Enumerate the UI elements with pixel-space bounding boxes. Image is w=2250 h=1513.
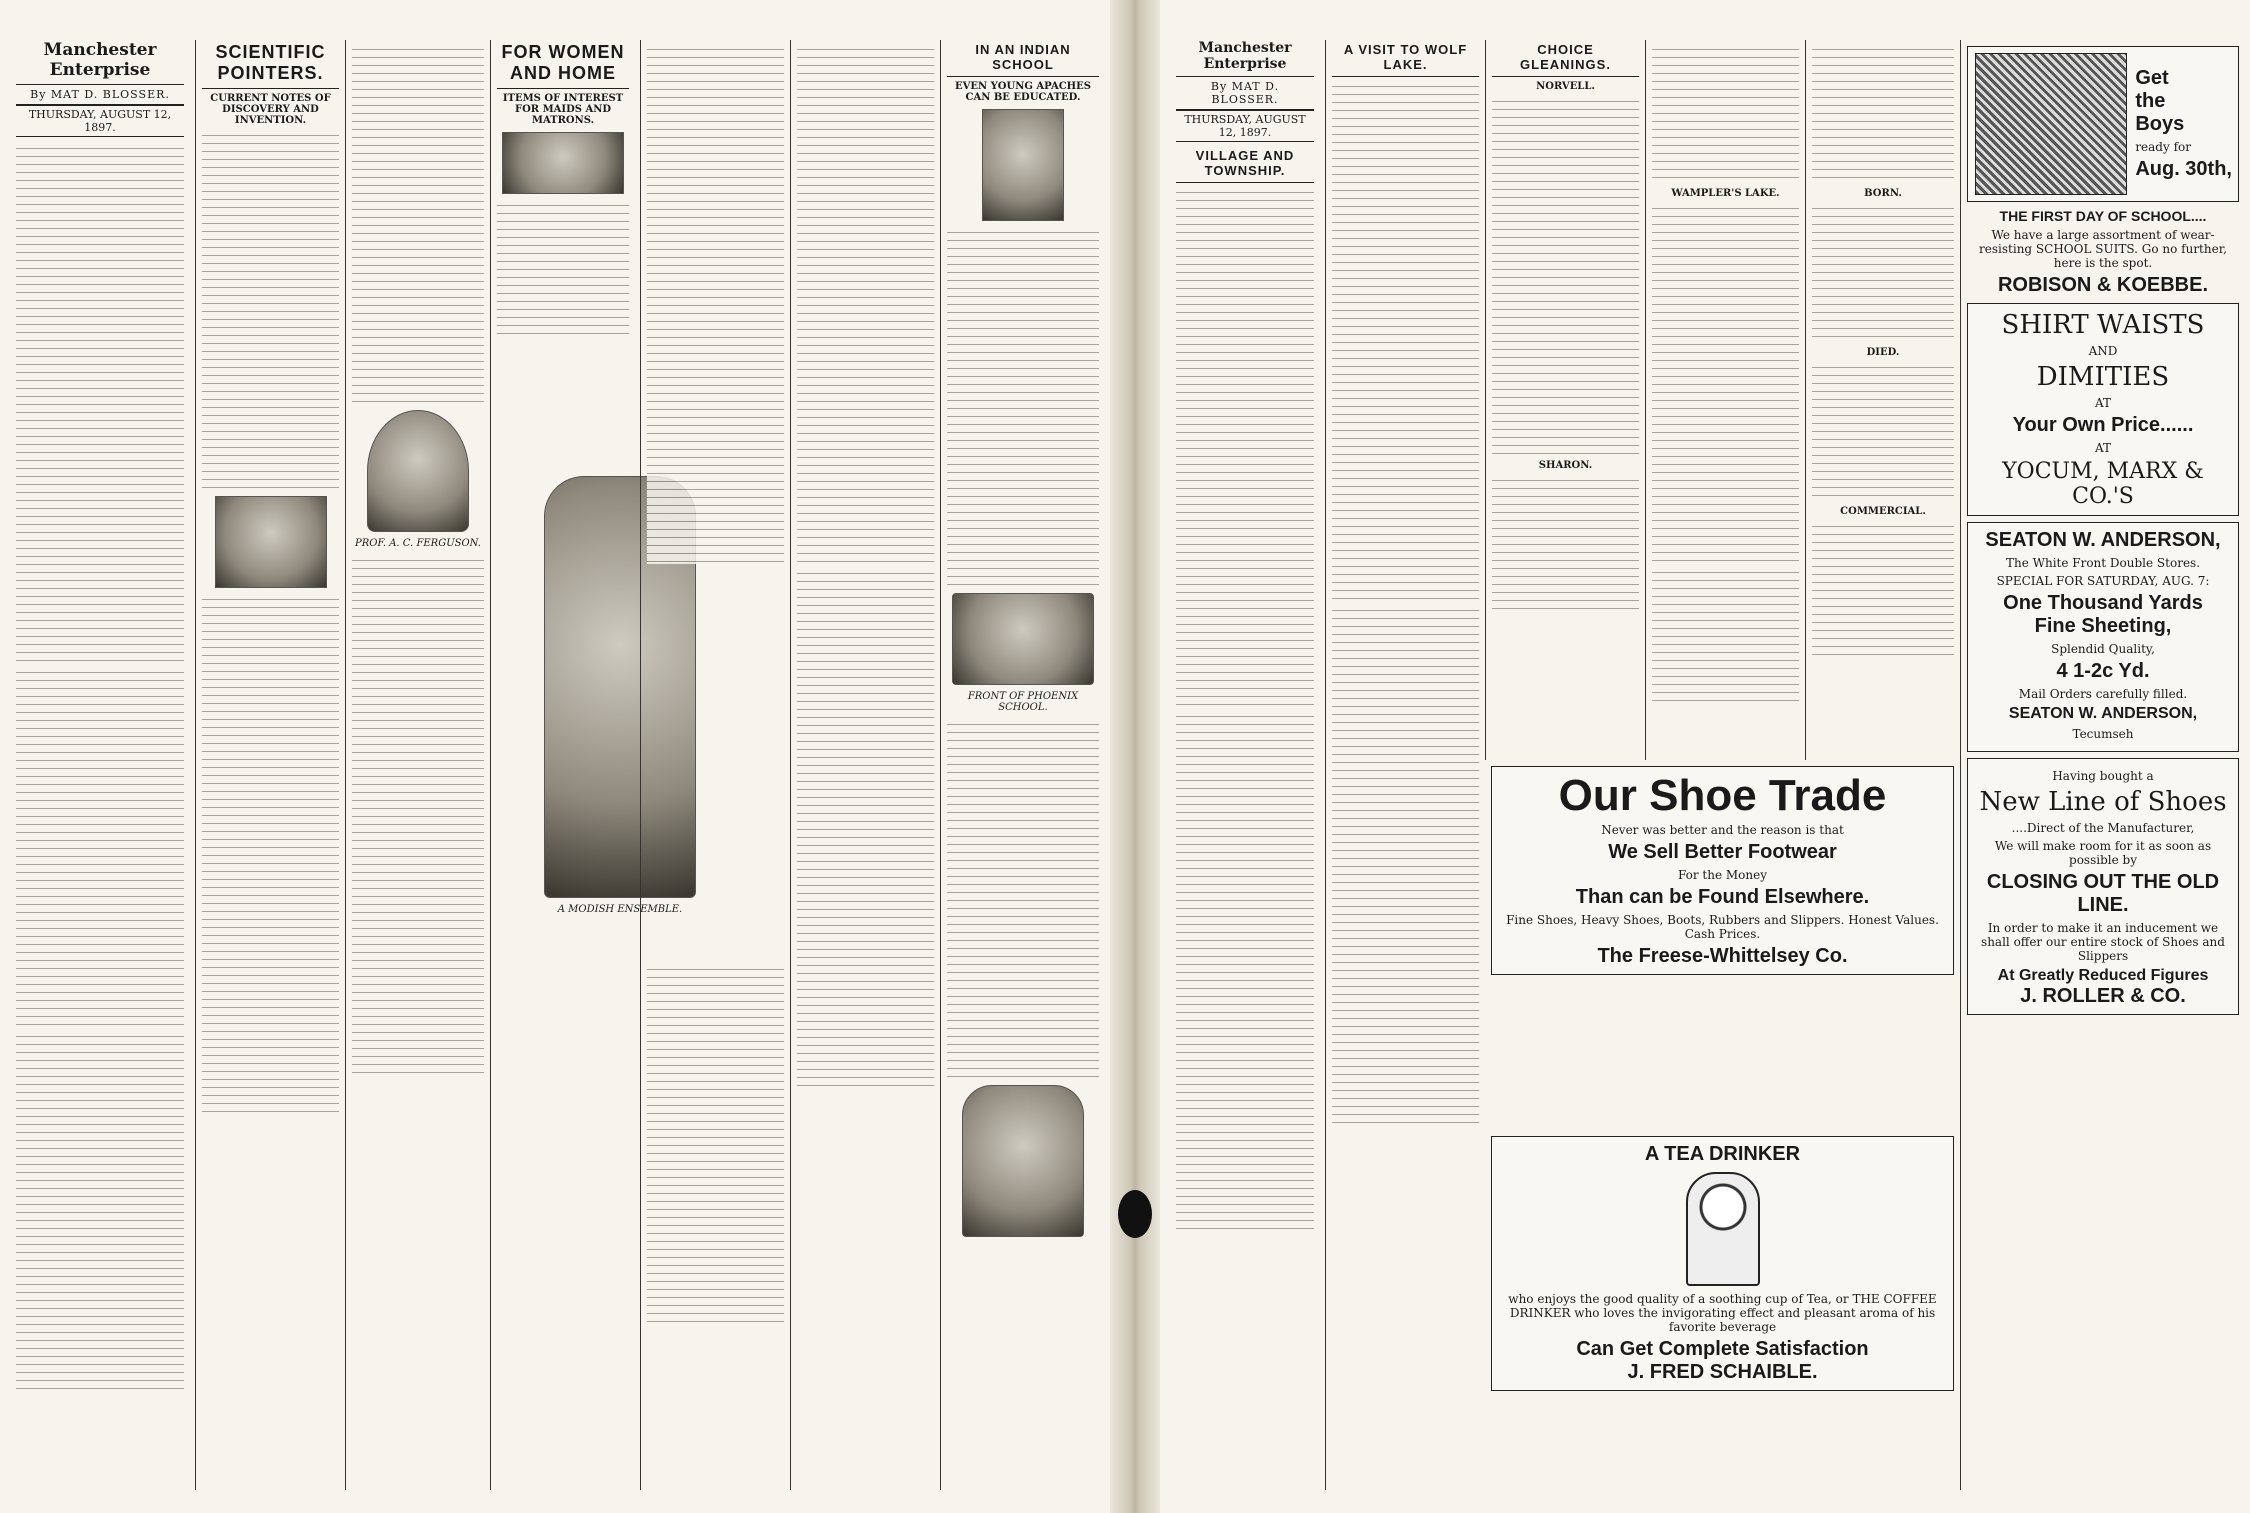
section-headline: A VISIT TO WOLF LAKE. [1332,42,1479,77]
ad-reduced: At Greatly Reduced Figures [1997,967,2209,984]
article-text [16,1031,184,1391]
ad-line: AND [2088,344,2118,358]
ad-line: For the Money [1677,868,1768,883]
article-text [1176,711,1314,1231]
column-6 [940,40,1105,1490]
article-text [16,667,184,1027]
ads-column [1960,40,2245,1490]
masthead: Manchester Enterprise [1176,40,1314,77]
tea-ad-box [1491,1136,1954,1391]
school-suits-ad [1967,46,2239,202]
article-text [797,44,934,564]
section-headline: IN AN INDIAN SCHOOL [947,42,1099,77]
ad-line: We will make room for it as soon as possible by [1994,839,2212,867]
ad-headline: Our Shoe Trade [1558,771,1887,820]
ad-line: SHIRT WAISTS [2001,310,2205,340]
ad-store: SEATON W. ANDERSON, [2008,705,2198,722]
figure-caption: A MODISH ENSEMBLE. [557,904,683,915]
ad-store: YOCUM, MARX & CO.'S [2002,459,2204,509]
new-shoes-ad [1967,758,2239,1015]
section-headline: SCIENTIFIC POINTERS. [202,42,339,89]
column-2 [1325,40,1485,1490]
article-text [797,568,934,1088]
tea-ad [1485,1130,1960,1500]
dateline: THURSDAY, AUGUST 12, 1897. [16,104,184,137]
byline: By MAT D. BLOSSER. [30,88,170,101]
byline: By MAT D. BLOSSER. [1210,80,1280,106]
ad-offer: In order to make it an inducement we shall offer our entire stock of Shoes and Slippers [1981,921,2225,963]
ad-quality: Splendid Quality, [2051,642,2155,656]
hat-illustration [502,132,624,194]
apparatus-illustration [215,496,327,588]
article-text [947,227,1099,587]
ad-date: Aug. 30th, [2135,158,2232,180]
ad-footer: Mail Orders carefully filled. [2018,687,2188,701]
school-ad-headline: THE FIRST DAY OF SCHOOL.... [1999,208,2207,224]
article-text [1332,81,1479,601]
shoe-trade-ad-box [1491,766,1954,975]
ad-store: SEATON W. ANDERSON, [1985,529,2221,551]
school-building-illustration [952,593,1094,685]
article-text [1652,203,1799,563]
ad-line: Get [2135,67,2169,89]
ad-tagline: Never was better and the reason is that [1601,823,1844,838]
article-text [1812,203,1954,343]
article-text [647,964,784,1324]
article-text [16,143,184,663]
article-text [1492,96,1639,456]
school-ad-text [2135,67,2232,181]
page-gutter [1110,0,1160,1513]
article-text [202,594,339,1114]
school-ad-store: ROBISON & KOEBBE. [1997,274,2209,296]
ad-line: Fine Sheeting, [2034,615,2172,637]
ad-line: Your Own Price...... [2012,414,2194,436]
section-commercial: COMMERCIAL. [1840,506,1926,517]
article-text [352,44,484,404]
column-2 [195,40,345,1490]
dress-illustration-2 [962,1085,1084,1237]
article-text [1652,44,1799,184]
figure-caption: FRONT OF PHOENIX SCHOOL. [967,691,1079,713]
right-newspaper-page [1160,0,2250,1513]
section-died: DIED. [1866,347,1900,358]
ad-line: We Sell Better Footwear [1608,841,1837,864]
ad-line: Boys [2135,113,2185,135]
article-text [1176,187,1314,707]
ad-title: A TEA DRINKER [1644,1143,1801,1165]
ad-special: SPECIAL FOR SATURDAY, AUG. 7: [1996,574,2210,588]
sheeting-ad [1967,522,2239,752]
ad-line: Than can be Found Elsewhere. [1575,886,1870,909]
column-5 [1805,40,1960,760]
section-headline: CHOICE GLEANINGS. [1492,42,1639,77]
column-1 [10,40,190,1490]
column-4 [1645,40,1805,760]
ad-line: the [2135,90,2166,112]
ad-slogan: Can Get Complete Satisfaction [1576,1338,1869,1360]
section-norvell: NORVELL. [1536,81,1595,92]
ad-body: who enjoys the good quality of a soothing cup of Tea, or THE COFFEE DRINKER who loves the invigorating effect and pleasant aroma of his favorite beverage [1508,1292,1937,1334]
article-text [1652,567,1799,707]
section-subhead: EVEN YOUNG APACHES CAN BE EDUCATED. [955,81,1091,103]
ad-line: DIMITIES [2036,362,2170,392]
section-born: BORN. [1864,188,1902,199]
section-wamplers-lake: WAMPLER'S LAKE. [1671,188,1780,199]
article-text [497,200,629,340]
ad-store: The Freese-Whittelsey Co. [1597,945,1848,968]
shirt-waists-ad [1967,303,2239,516]
apache-portrait-illustration [982,109,1064,221]
portrait-caption: PROF. A. C. FERGUSON. [355,538,481,549]
ad-sub: The White Front Double Stores. [2005,556,2201,570]
ad-price: 4 1-2c Yd. [2056,660,2150,682]
ad-line: ready for [2135,140,2191,154]
masthead: Manchester Enterprise [16,40,184,85]
section-headline: VILLAGE AND TOWNSHIP. [1176,148,1314,183]
ink-blot [1118,1190,1152,1238]
article-text [1812,44,1954,184]
article-text [352,555,484,1075]
article-text [1492,475,1639,615]
ad-closing: CLOSING OUT THE OLD LINE. [1986,871,2220,916]
clock-illustration [1686,1172,1760,1286]
ad-headline: New Line of Shoes [1979,787,2227,817]
section-headline: FOR WOMEN AND HOME [497,42,629,89]
ad-store: J. FRED SCHAIBLE. [1627,1361,1818,1383]
ad-store: J. ROLLER & CO. [2020,985,2186,1007]
portrait-illustration [367,410,469,532]
column-3 [1485,40,1645,760]
article-text [202,130,339,490]
column-4 [640,40,790,1490]
ad-sub: ....Direct of the Manufacturer, [2011,821,2195,835]
column-1 [1170,40,1320,1490]
ad-details: Fine Shoes, Heavy Shoes, Boots, Rubbers and Slippers. Honest Values. Cash Prices. [1506,913,1939,942]
ad-town: Tecumseh [2072,727,2134,741]
dateline: THURSDAY, AUGUST 12, 1897. [1176,109,1314,142]
article-text [1812,362,1954,502]
section-subhead: ITEMS OF INTEREST FOR MAIDS AND MATRONS. [502,93,624,126]
article-text [1332,605,1479,1125]
article-text [947,719,1099,1079]
ad-line: AT [2094,441,2111,455]
shoe-trade-ad [1485,760,1960,1120]
ad-line: One Thousand Yards [2003,592,2203,614]
ad-line: AT [2094,396,2111,410]
section-subhead: CURRENT NOTES OF DISCOVERY AND INVENTION. [210,93,331,126]
market-prices-text [1812,521,1954,661]
ad-intro: Having bought a [2052,769,2154,783]
column-5 [790,40,940,1490]
school-ad-body: We have a large assortment of wear-resisting SCHOOL SUITS. Go no further, here is the spot. [1979,228,2227,270]
column-2b [345,40,490,1490]
article-text [647,44,784,564]
section-sharon: SHARON. [1538,460,1593,471]
schoolboy-illustration [1975,53,2127,195]
left-newspaper-page [0,0,1110,1513]
